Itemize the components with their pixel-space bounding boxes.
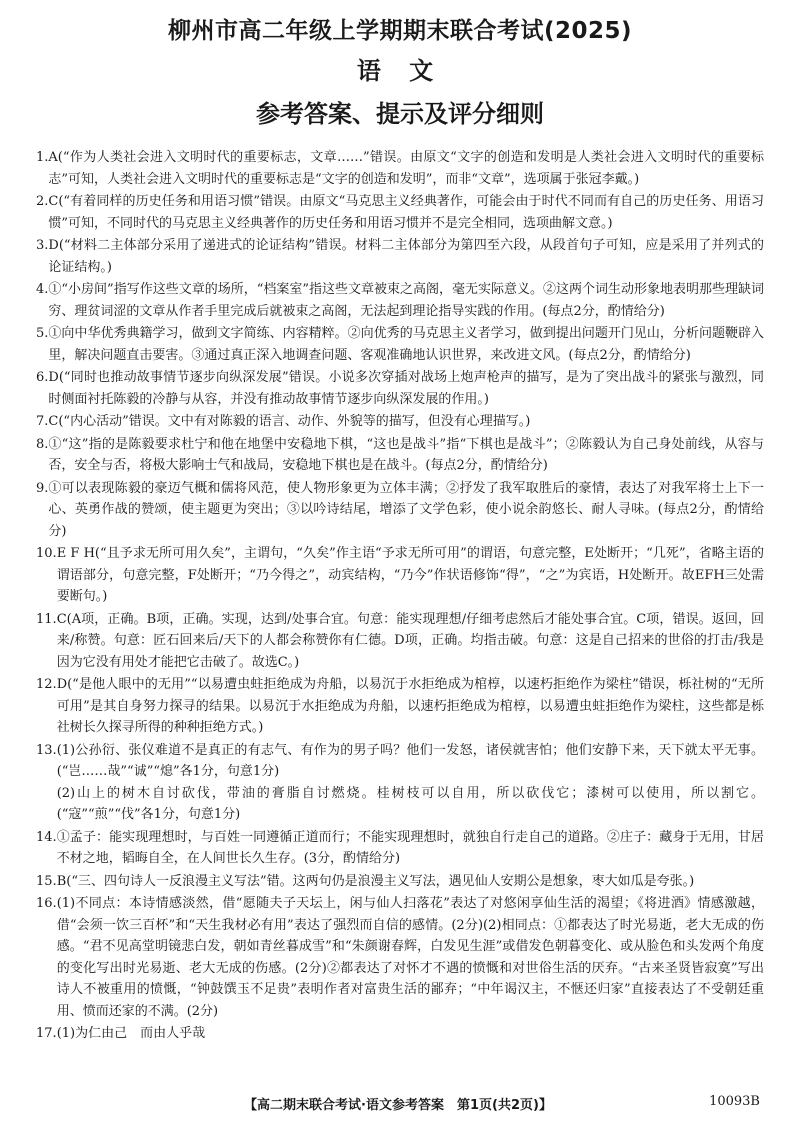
answer-number: 12.	[36, 677, 57, 692]
answer-text: D(“材料二主体部分采用了递进式的论证结构”错误。材料二主体部分为第四至六段，从段首句子可知，应是采用了并列式的论证结构。)	[48, 238, 764, 275]
answer-text: D(“同时也推动故事情节逐步向纵深发展”错误。小说多次穿插对战场上炮声枪声的描写，是为了突出战斗的紧张与激烈，同时侧面衬托陈毅的冷静与从容，并没有推动故事情节逐步向纵深发展的作用。)	[48, 370, 764, 407]
answer-item	[36, 543, 764, 608]
answer-text: ①向中华优秀典籍学习，做到文字简练、内容精粹。②向优秀的马克思主义者学习，做到提出问题开门见山，分析问题鞭辟入里，解决问题直击要害。③通过真正深入地调查问题、客观准确地认识世界，来改进文风。(每点2分，酌情给分)	[48, 326, 764, 363]
answer-text: E F H(“且予求无所可用久矣”，主谓句，“久矣”作主语“予求无所可用”的谓语，句意完整，E处断开；“几死”，省略主语的谓语部分，句意完整，F处断开；“乃今得之”，动宾结构，“乃今”作状语修饰“得”，“之”为宾语，H处断开。故EFH三处需要断句。)	[56, 546, 764, 604]
answer-number: 1.	[36, 150, 49, 165]
answer-number: 2.	[36, 194, 49, 209]
answer-number: 8.	[36, 436, 49, 452]
answer-item	[36, 367, 764, 410]
document-subtitle: 参考答案、提示及评分细则	[256, 100, 544, 128]
answer-item	[36, 893, 764, 1022]
answer-number: 10.	[36, 546, 57, 561]
answer-list	[36, 147, 764, 1045]
answer-text: C(A项，正确。B项，正确。实现，达到/处事合宜。句意：能实现理想/仔细考虑然后才能处事合宜。C项，错误。返回，回来/称赞。句意：匠石回来后/天下的人都会称赞你有仁德。D项，正确。均指击破。句意：这是自己招来的世俗的打击/我是因为它没有用处才能把它击破了。故选C。)	[56, 611, 764, 670]
answer-number: 9.	[36, 480, 49, 496]
answer-number: 14.	[36, 829, 57, 845]
answer-item	[36, 827, 764, 870]
answer-text: ①“这”指的是陈毅要求杜宁和他在地堡中安稳地下棋，“这也是战斗”指“下棋也是战斗”；②陈毅认为自己身处前线，从容与否，安全与否，将极大影响士气和战局，安稳地下棋也是在战斗。(每点2分，酌情给分)	[48, 436, 764, 473]
answer-item	[36, 434, 764, 477]
answer-number: 11.	[36, 611, 57, 627]
answer-number: 4.	[36, 282, 49, 297]
answer-number: 3.	[36, 238, 49, 253]
answer-text: A(“作为人类社会进入文明时代的重要标志，文章……”错误。由原文“文字的创造和发明是人类社会进入文明时代的重要标志”可知，人类社会进入文明时代的重要标志是“文字的创造和发明”，而非“文章”，选项属于张冠李戴。)	[48, 150, 764, 187]
answer-text: (1)不同点：本诗情感淡然，借“愿随夫子天坛上，闲与仙人扫落花”表达了对悠闲享仙生活的渴望；《将进酒》情感激越，借“会须一饮三百杯”和“天生我材必有用”表达了强烈而自信的感情。(2分)(2)相同点：①都表达了时光易逝，老大无成的伤感。“君不见高堂明镜悲白发，朝如青丝暮成雪”和“朱颜谢春辉，白发见生涯”或借发色朝暮变化、或从脸色和头发两个角度的变化写出时光易逝、老大无成的伤感。(2分)②都表达了对怀才不遇的愤慨和对世俗生活的厌弃。“古来圣贤皆寂寞”写出诗人不被重用的愤慨，“钟鼓馔玉不足贵”表明作者对富贵生活的鄙弃；“中年谒汉主，不惬还归家”直接表达了不受朝廷重用、愤而还家的不满。(2分)	[56, 896, 764, 1019]
footer-page-info: 【高二期末联合考试·语文参考答案 第1页(共2页)】	[244, 1098, 552, 1113]
answer-text: D(“是他人眼中的无用”“以易遭虫蛀拒绝成为舟船，以易沉于水拒绝成为棺椁，以速朽拒绝作为梁柱”错误，栎社树的“无所可用”是其自身努力探寻的结果。以易沉于水拒绝成为舟船，以速朽拒绝成为棺椁，以易遭虫蛀拒绝作为梁柱，这些都是栎社树长久探寻所得的种种拒绝方式。)	[56, 677, 764, 735]
exam-title: 柳州市高二年级上学期期末联合考试(2025)	[167, 18, 633, 44]
answer-item	[36, 191, 764, 234]
answer-number: 6.	[36, 370, 49, 385]
footer-doc-code: 10093B	[709, 1094, 760, 1109]
answer-item	[36, 323, 764, 366]
answer-number: 5.	[36, 326, 49, 341]
answer-text: B(“三、四句诗人一反浪漫主义写法”错。这两句仍是浪漫主义写法，遇见仙人安期公是想象，枣大如瓜是夸张。)	[56, 873, 695, 889]
answer-item	[36, 478, 764, 543]
subject-title: 语 文	[356, 57, 444, 85]
answer-item	[36, 1023, 764, 1045]
answer-text: ①可以表现陈毅的豪迈气概和儒将风范，使人物形象更为立体丰满；②抒发了我军取胜后的豪情，表达了对我军将士上下一心、英勇作战的赞颂，使主题更为突出；③以吟诗结尾，增添了文学色彩，使小说余韵悠长、耐人寻味。(每点2分，酌情给分)	[48, 480, 764, 539]
answer-number: 15.	[36, 873, 57, 889]
answer-text: (1)公孙衍、张仪难道不是真正的有志气、有作为的男子吗？他们一发怒，诸侯就害怕；他们安静下来，天下就太平无事。(“岂……哉”“诚”“熄”各1分，句意1分) (2)山上的树木自讨砍伐，带油的膏脂自讨燃烧。桂树枝可以自用，所以砍伐它；漆树可以使用，所以割它。(“寇”“煎”“伐”各1分，句意1分)	[56, 742, 764, 822]
answer-item	[36, 147, 764, 190]
answer-item	[36, 871, 764, 893]
answer-number: 16.	[36, 896, 57, 911]
answer-text: ①“小房间”指写作这些文章的场所，“档案室”指这些文章被束之高阁，毫无实际意义。②这两个词生动形象地表明那些理缺词穷、理贫词涩的文章从作者手里完成后就被束之高阁，无法起到理论指导实践的作用。(每点2分，酌情给分)	[48, 282, 764, 319]
answer-item	[36, 740, 764, 826]
answer-text: C(“有着同样的历史任务和用语习惯”错误。由原文“马克思主义经典著作，可能会由于时代不同而有自己的历史任务、用语习惯”可知，不同时代的马克思主义经典著作的历史任务和用语习惯并不是完全相同，选项曲解文意。)	[48, 194, 764, 231]
answer-text: ①孟子：能实现理想时，与百姓一同遵循正道而行；不能实现理想时，就独自行走自己的道路。②庄子：藏身于无用，甘居不材之地，韬晦自全，在人间世长久生存。(3分，酌情给分)	[56, 829, 764, 866]
answer-item	[36, 674, 764, 739]
answer-number: 7.	[36, 414, 49, 429]
answer-item	[36, 411, 764, 433]
answer-text: C(“内心活动”错误。文中有对陈毅的语言、动作、外貌等的描写，但没有心理描写。)	[48, 414, 531, 429]
answer-number: 17.	[36, 1026, 57, 1041]
answer-text: (1)为仁由己 而由人乎哉	[56, 1026, 206, 1041]
answer-item	[36, 279, 764, 322]
answer-item	[36, 609, 764, 674]
answer-number: 13.	[36, 742, 57, 758]
answer-item	[36, 235, 764, 278]
